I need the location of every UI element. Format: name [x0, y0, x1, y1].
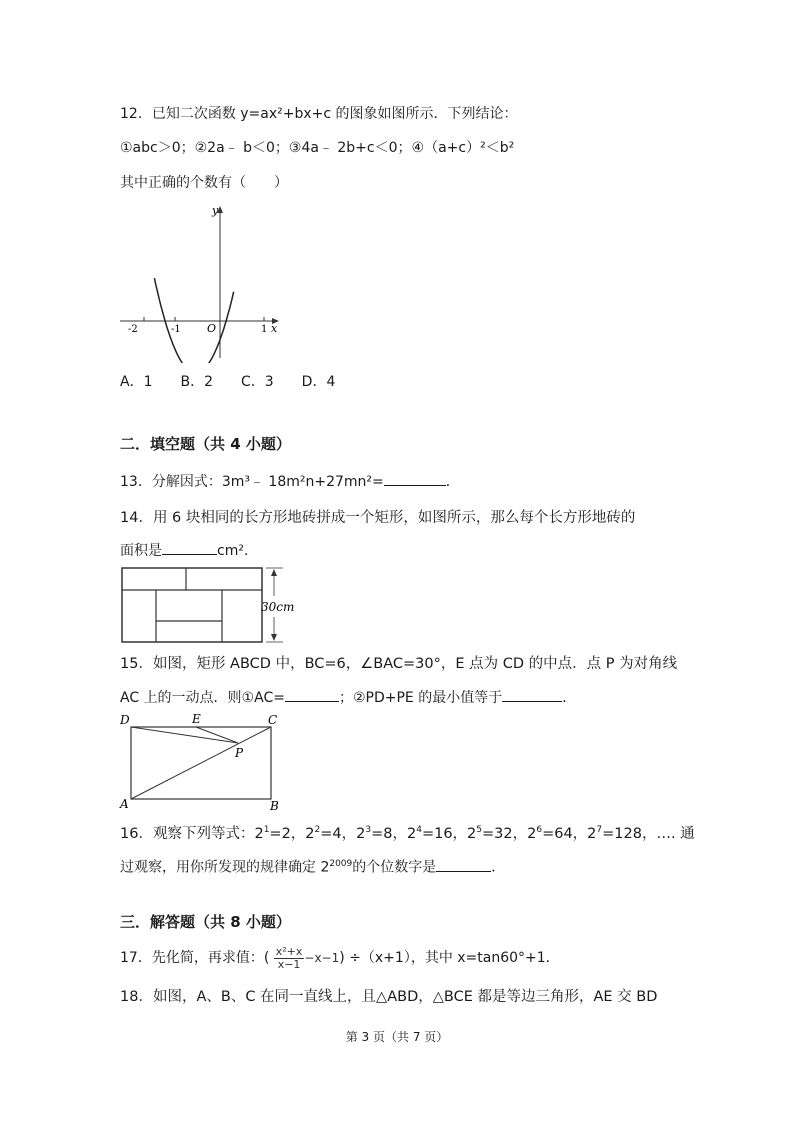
q13-line [120, 471, 460, 492]
q13-text: 13．分解因式：3m³﹣ 18m²n+27mn²= [120, 474, 384, 490]
tick-label: -1 [171, 324, 181, 335]
x-axis-label: x [271, 322, 278, 335]
q16-line1 [120, 820, 695, 844]
q12-conditions: ①abc＞0；②2a﹣ b＜0；③4a﹣ 2b+c＜0；④（a+c）²＜b² [120, 140, 515, 156]
q18-line: 18．如图，A、B、C 在同一直线上，且△ABD，△BCE 都是等边三角形，AE 交 BD [120, 989, 658, 1005]
q16-text: =2，2 [269, 825, 315, 842]
q16-text: =64，2 [542, 825, 597, 842]
q14-unit: cm²． [217, 543, 258, 559]
exponent: 6 [536, 825, 543, 835]
exponent: 5 [476, 825, 483, 835]
q16-text: 的个位数字是 [352, 859, 437, 876]
exponent: 7 [596, 825, 603, 835]
parabola-graph [116, 198, 286, 363]
page-footer: 第 3 页（共 7 页） [345, 1030, 449, 1044]
exponent: 2009 [329, 859, 353, 869]
q14-line2 [120, 540, 258, 561]
section-title: 二．填空题（共 4 小题） [120, 435, 291, 453]
section-title: 三．解答题（共 8 小题） [120, 913, 291, 931]
exponent: 1 [263, 825, 270, 835]
origin-label: O [207, 322, 217, 335]
q12-stem: 12．已知二次函数 y=ax²+bx+c 的图象如图所示．下列结论： [120, 106, 518, 122]
q15-line2 [120, 687, 576, 708]
q17-text: ) ÷（x+1），其中 x=tan60°+1． [339, 950, 560, 966]
tick-label: 1 [261, 324, 268, 335]
fraction-denominator: x−1 [277, 957, 301, 971]
q16-text: =16，2 [421, 825, 477, 842]
rectangle-figure [116, 710, 291, 812]
fraction [274, 946, 305, 971]
y-axis-label: y [212, 204, 219, 217]
q17-line [120, 944, 560, 972]
point-label-c: C [268, 713, 278, 727]
answer-blank [384, 471, 446, 486]
q16-text: =8，2 [371, 825, 417, 842]
q16-text: ． [491, 859, 506, 876]
answer-blank [162, 540, 217, 555]
q16-text: =32，2 [482, 825, 537, 842]
q16-text: 过观察，用你所发现的规律确定 2 [120, 859, 330, 876]
q16-text: =4，2 [320, 825, 366, 842]
q16-line2 [120, 854, 505, 878]
point-label-d: D [120, 713, 130, 727]
dimension-label: 30cm [261, 600, 295, 614]
point-label-e: E [192, 712, 201, 726]
answer-blank [285, 687, 339, 702]
exponent: 3 [365, 825, 372, 835]
q12-ask: 其中正确的个数有（ ） [120, 175, 288, 191]
q16-text: 16．观察下列等式：2 [120, 825, 264, 842]
q12-options: A．1 B．2 C．3 D．4 [120, 374, 336, 390]
q15-line1: 15．如图，矩形 ABCD 中，BC=6，∠BAC=30°，E 点为 CD 的中点．点 P 为对角线 [120, 656, 678, 672]
answer-blank [436, 857, 491, 872]
point-label-a: A [120, 797, 129, 811]
q14-line1: 14．用 6 块相同的长方形地砖拼成一个矩形，如图所示，那么每个长方形地砖的 [120, 510, 636, 526]
answer-blank [502, 687, 562, 702]
exponent: 2 [314, 825, 321, 835]
q15-line2-end: ． [562, 690, 577, 706]
q15-line2-b: ；②PD+PE 的最小值等于 [338, 690, 503, 706]
q14-line2-start: 面积是 [120, 543, 162, 559]
q16-text: =128，…. 通 [602, 825, 695, 842]
point-label-p: P [235, 746, 244, 760]
tiles-figure [118, 565, 298, 647]
exponent: 4 [416, 825, 422, 835]
q17-expression: −x−1 [304, 951, 340, 965]
tick-label: -2 [128, 324, 138, 335]
q17-text: 17．先化简，再求值：( [120, 950, 270, 966]
q15-line2-a: AC 上的一动点．则①AC= [120, 690, 285, 706]
point-label-b: B [270, 799, 279, 812]
fraction-numerator: x²+x [275, 944, 303, 958]
q13-end: ． [445, 474, 460, 490]
